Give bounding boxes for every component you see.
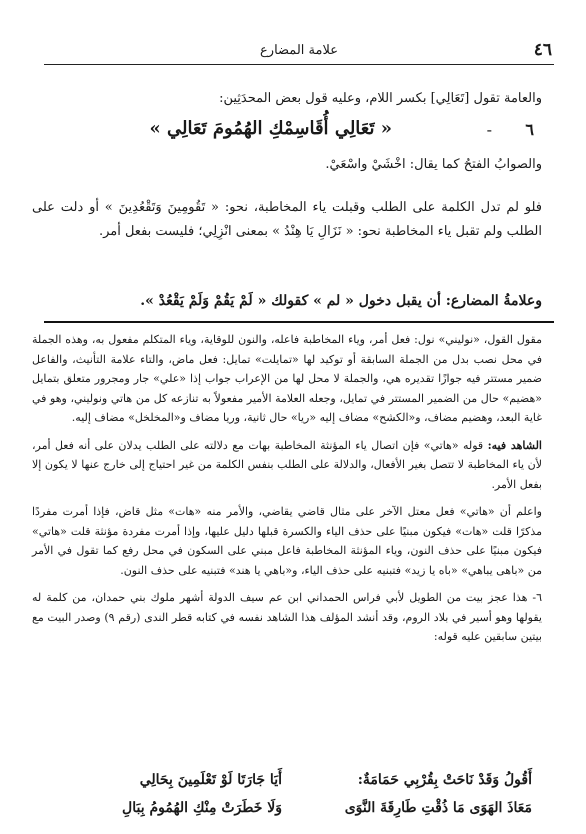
footnote-parsing: مقول القول، «نوليني» نول: فعل أمر، وياء المخاطبة فاعله، والنون للوقاية، وياء المتكلم مفعول به، وهذه الجملة في محل نصب بدل من الجملة السابقة أو توكيد لها «تمايلت» تمايل: فعل ماض، والتاء علامة التأنيث، والفاعل ضمير مستتر فيه جوازًا تقديره هي، والجملة لا محل لها من الإعراب جواب إذا «علي» جار ومجرور متعلق بتمايل «هضيم» حال من الضمير المستتر في تمايل، وجعله العلامة الأمير مفعولاً به تنازعه كل من هاتي ونوليني، وهو في غاية البعد، وهضيم مضاف، و«الكشح» مضاف إليه «ريا» حال ثانية، وريا مضاف و«المخلخل» مضاف إليه. [32, 333, 542, 424]
verse-example [32, 118, 542, 146]
poem-line-2-left: وَلَا خَطَرَتْ مِنْكِ الهُمُومُ بِبَالِ [122, 800, 282, 816]
footnote-evidence-lead: الشاهد فيه: [487, 438, 542, 452]
mudari-rule: وعلامةُ المضارع: أن يقبل دخول « لم » كقولك « لَمْ يَقُمْ وَلَمْ يَقْعُدْ ». [140, 293, 542, 309]
running-title: علامة المضارع [260, 43, 338, 58]
footnote-evidence [32, 436, 542, 495]
poem-line-1-right: أَقُولُ وَقَدْ نَاحَتْ بِقُرْبِي حَمَامَةٌ: [357, 772, 532, 788]
footnote-evidence-text: قوله «هاتي» فإن اتصال ياء المؤنثة المخاطبة بهات مع دلالته على الطلب يدلان على أنه فعل أمر، لأن ياء المخاطبة لا تتصل بغير الأفعال، والدلالة على الطلب بنفس الكلمة من غير احتياج إلى خارج عنها لا يكون إلا بفعل الأمر. [32, 438, 542, 491]
footnote-separator [44, 321, 554, 323]
correction-line: والصوابُ الفتحُ كما يقال: اخْشَيْ واسْعَيْ. [325, 157, 542, 172]
intro-line: والعامة تقول [تَعَالِي] بكسر اللام، وعليه قول بعض المحدَثِين: [219, 91, 542, 106]
poem-line-1-left: أَيَا جَارَتَا لَوْ تَعْلَمِينَ بِحَالِي [139, 772, 282, 788]
footnote-verse-source: ٦- هذا عجز بيت من الطويل لأبي فراس الحمداني ابن عم سيف الدولة أشهر ملوك بني حمدان، من كلمة له يقولها وهو أسير في بلاد الروم، وقد أنشد المؤلف هذا الشاهد نفسه في كتابه قطر الندى (رقم ٩) وصدر البيت مع بيتين سابقين عليه قوله: [32, 591, 542, 643]
page-header [44, 40, 554, 65]
verse-dash: - [486, 120, 492, 139]
footnotes [32, 330, 542, 655]
poem-line-2-right: مَعَاذَ الهَوَى مَا ذُقْتِ طَارِقَةَ النَّوَى [344, 800, 532, 816]
page-number: ٤٦ [533, 40, 552, 60]
main-paragraph: فلو لم تدل الكلمة على الطلب وقبلت ياء المخاطبة، نحو: « تَقُومِينَ وَتَقْعُدِينَ » أو دلت على الطلب ولم تقبل ياء المخاطبة نحو: « نَزَالِ يَا هِنْدُ » بمعنى انْزِلِي؛ فليست بفعل أمر. [32, 200, 542, 239]
footnote-note: واعلم أن «هاتي» فعل معتل الآخر على مثال قاضي يقاضي، والأمر منه «هات» مثل قاض، فإذا أمرت مفردًا مذكرًا قلت «هات» فيكون مبنيًا على حذف الياء والكسرة قبلها دليل عليها، وإذا أمرت مفردة مؤنثة قلت «هاتي» فيكون مبنيًا على حذف النون، وياء المؤنثة المخاطبة فاعل مبني على السكون في محل رفع كما تقول في الأمر من «باهى يباهي» «باه يا زيد» فتبنيه على حذف الياء، و«باهي يا هند» فتبنيه على حذف النون. [32, 505, 542, 577]
poem-second-hemistichs [52, 766, 282, 822]
poem-couplet [32, 766, 542, 826]
verse-number: ٦ [525, 120, 534, 139]
poem-first-hemistichs [302, 766, 532, 822]
verse-text: « تَعَالِي أُقَاسِمْكِ الهُمُومَ تَعَالِي » [149, 118, 392, 139]
